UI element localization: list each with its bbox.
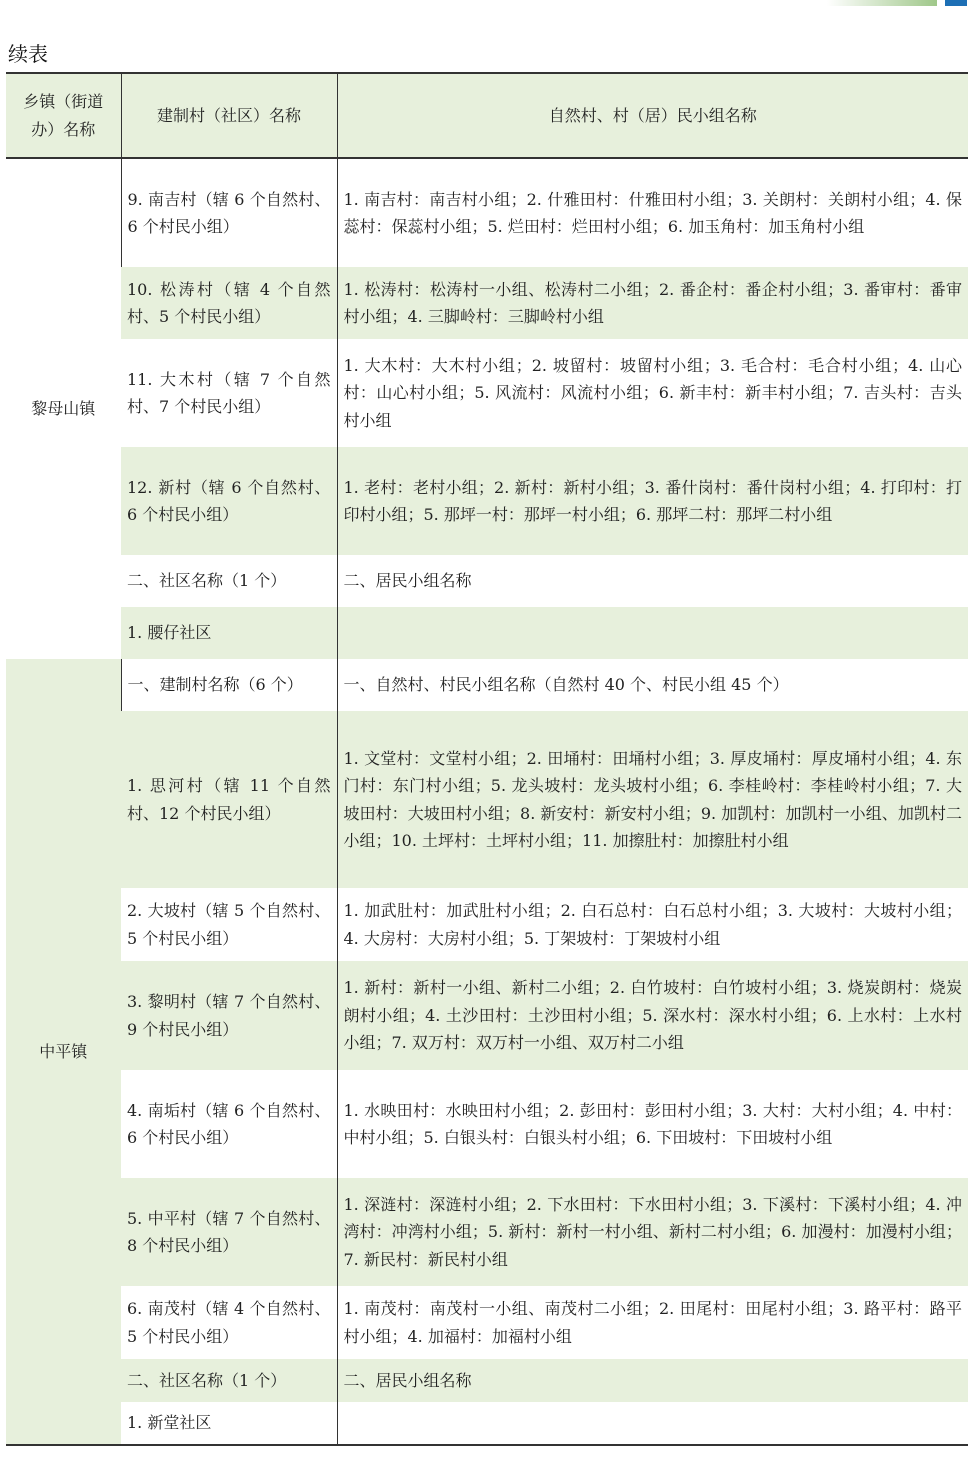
table-row [6, 659, 968, 711]
village-cell: 3. 黎明村（辖 7 个自然村、9 个村民小组） [121, 961, 337, 1070]
town-name-cell: 中平镇 [6, 659, 121, 1445]
village-cell: 1. 思河村（辖 11 个自然村、12 个村民小组） [121, 711, 337, 888]
column-header-town: 乡镇（街道办）名称 [6, 73, 121, 158]
table-row [6, 961, 968, 1070]
groups-cell: 1. 水映田村：水映田村小组；2. 彭田村：彭田村小组；3. 大村：大村小组；4. 中村：中村小组；5. 白银头村：白银头村小组；6. 下田坡村：下田坡村小组 [337, 1070, 968, 1178]
village-cell: 5. 中平村（辖 7 个自然村、8 个村民小组） [121, 1178, 337, 1286]
table-row [6, 267, 968, 339]
section-heading-cell: 二、居民小组名称 [337, 1359, 968, 1402]
section-heading-cell: 二、社区名称（1 个） [121, 1359, 337, 1402]
section-heading-cell: 二、社区名称（1 个） [127, 571, 287, 591]
groups-cell: 1. 南茂村：南茂村一小组、南茂村二小组；2. 田尾村：田尾村小组；3. 路平村：路平村小组；4. 加福村：加福村小组 [337, 1286, 968, 1359]
table-row [6, 1178, 968, 1286]
header-decoration [811, 0, 971, 6]
groups-cell: 1. 老村：老村小组；2. 新村：新村小组；3. 番什岗村：番什岗村小组；4. 打印村：打印村小组；5. 那坪一村：那坪一村小组；6. 那坪二村：那坪二村小组 [337, 447, 968, 555]
village-groups-table [6, 72, 968, 1446]
table-row [6, 1359, 968, 1402]
header-title-fragment [827, 0, 937, 6]
table-row [6, 339, 968, 447]
village-cell: 6. 南茂村（辖 4 个自然村、5 个村民小组） [127, 1299, 331, 1346]
groups-cell: 1. 大木村：大木村小组；2. 坡留村：坡留村小组；3. 毛合村：毛合村小组；4. 山心村：山心村小组；5. 风流村：风流村小组；6. 新丰村：新丰村小组；7. 吉头村：吉头村小组 [337, 339, 968, 447]
groups-cell: 1. 加武肚村：加武肚村小组；2. 白石总村：白石总村小组；3. 大坡村：大坡村小组；4. 大房村：大房村小组；5. 丁架坡村：丁架坡村小组 [337, 888, 968, 961]
groups-cell: 1. 松涛村：松涛村一小组、松涛村二小组；2. 番企村：番企村小组；3. 番审村：番审村小组；4. 三脚岭村：三脚岭村小组 [337, 267, 968, 339]
table-row [6, 711, 968, 888]
section-heading-cell: 一、自然村、村民小组名称（自然村 40 个、村民小组 45 个） [337, 659, 968, 711]
continued-table-label: 续表 [8, 42, 48, 66]
table-row [6, 158, 968, 267]
village-cell: 4. 南垢村（辖 6 个自然村、6 个村民小组） [127, 1100, 331, 1147]
village-cell: 11. 大木村（辖 7 个自然村、7 个村民小组） [127, 369, 331, 416]
header-page-mark [945, 0, 967, 6]
village-cell: 9. 南吉村（辖 6 个自然村、6 个村民小组） [121, 158, 337, 267]
community-cell: 1. 新堂社区 [121, 1402, 337, 1445]
town-name-cell: 黎母山镇 [6, 158, 121, 659]
table-row [6, 888, 968, 961]
table-row [6, 1070, 968, 1178]
groups-cell: 1. 文堂村：文堂村小组；2. 田埇村：田埇村小组；3. 厚皮埇村：厚皮埇村小组；4. 东门村：东门村小组；5. 龙头坡村：龙头坡村小组；6. 李桂岭村：李桂岭村小组；7. 大坡田村：大坡田村小组；8. 新安村：新安村小组；9. 加凯村：加凯村一小组、加凯村二小组；10. 土坪村：土坪村小组；11. 加擦肚村：加擦肚村小组 [337, 711, 968, 888]
table-row [6, 1286, 968, 1359]
groups-cell: 1. 深涟村：深涟村小组；2. 下水田村：下水田村小组；3. 下溪村：下溪村小组；4. 冲湾村：冲湾村小组；5. 新村：新村一村小组、新村二村小组；6. 加漫村：加漫村小组；7. 新民村：新民村小组 [337, 1178, 968, 1286]
column-header-groups: 自然村、村（居）民小组名称 [337, 73, 968, 158]
column-header-village: 建制村（社区）名称 [121, 73, 337, 158]
village-cell: 12. 新村（辖 6 个自然村、6 个村民小组） [121, 447, 337, 555]
section-heading-cell: 二、居民小组名称 [337, 555, 968, 607]
empty-cell [337, 607, 968, 659]
community-cell: 1. 腰仔社区 [121, 607, 337, 659]
groups-cell: 1. 南吉村：南吉村小组；2. 什雅田村：什雅田村小组；3. 关朗村：关朗村小组；4. 保蕊村：保蕊村小组；5. 烂田村：烂田村小组；6. 加玉角村：加玉角村小组 [337, 158, 968, 267]
table-row [6, 607, 968, 659]
table-header-row [6, 73, 968, 158]
village-cell: 2. 大坡村（辖 5 个自然村、5 个村民小组） [127, 901, 331, 948]
empty-cell [337, 1402, 968, 1445]
table-row [6, 1402, 968, 1445]
groups-cell: 1. 新村：新村一小组、新村二小组；2. 白竹坡村：白竹坡村小组；3. 烧炭朗村：烧炭朗村小组；4. 土沙田村：土沙田村小组；5. 深水村：深水村小组；6. 上水村：上水村小组；7. 双万村：双万村一小组、双万村二小组 [337, 961, 968, 1070]
table-row [6, 555, 968, 607]
village-cell: 10. 松涛村（辖 4 个自然村、5 个村民小组） [121, 267, 337, 339]
table-row [6, 447, 968, 555]
section-heading-cell: 一、建制村名称（6 个） [121, 659, 337, 711]
